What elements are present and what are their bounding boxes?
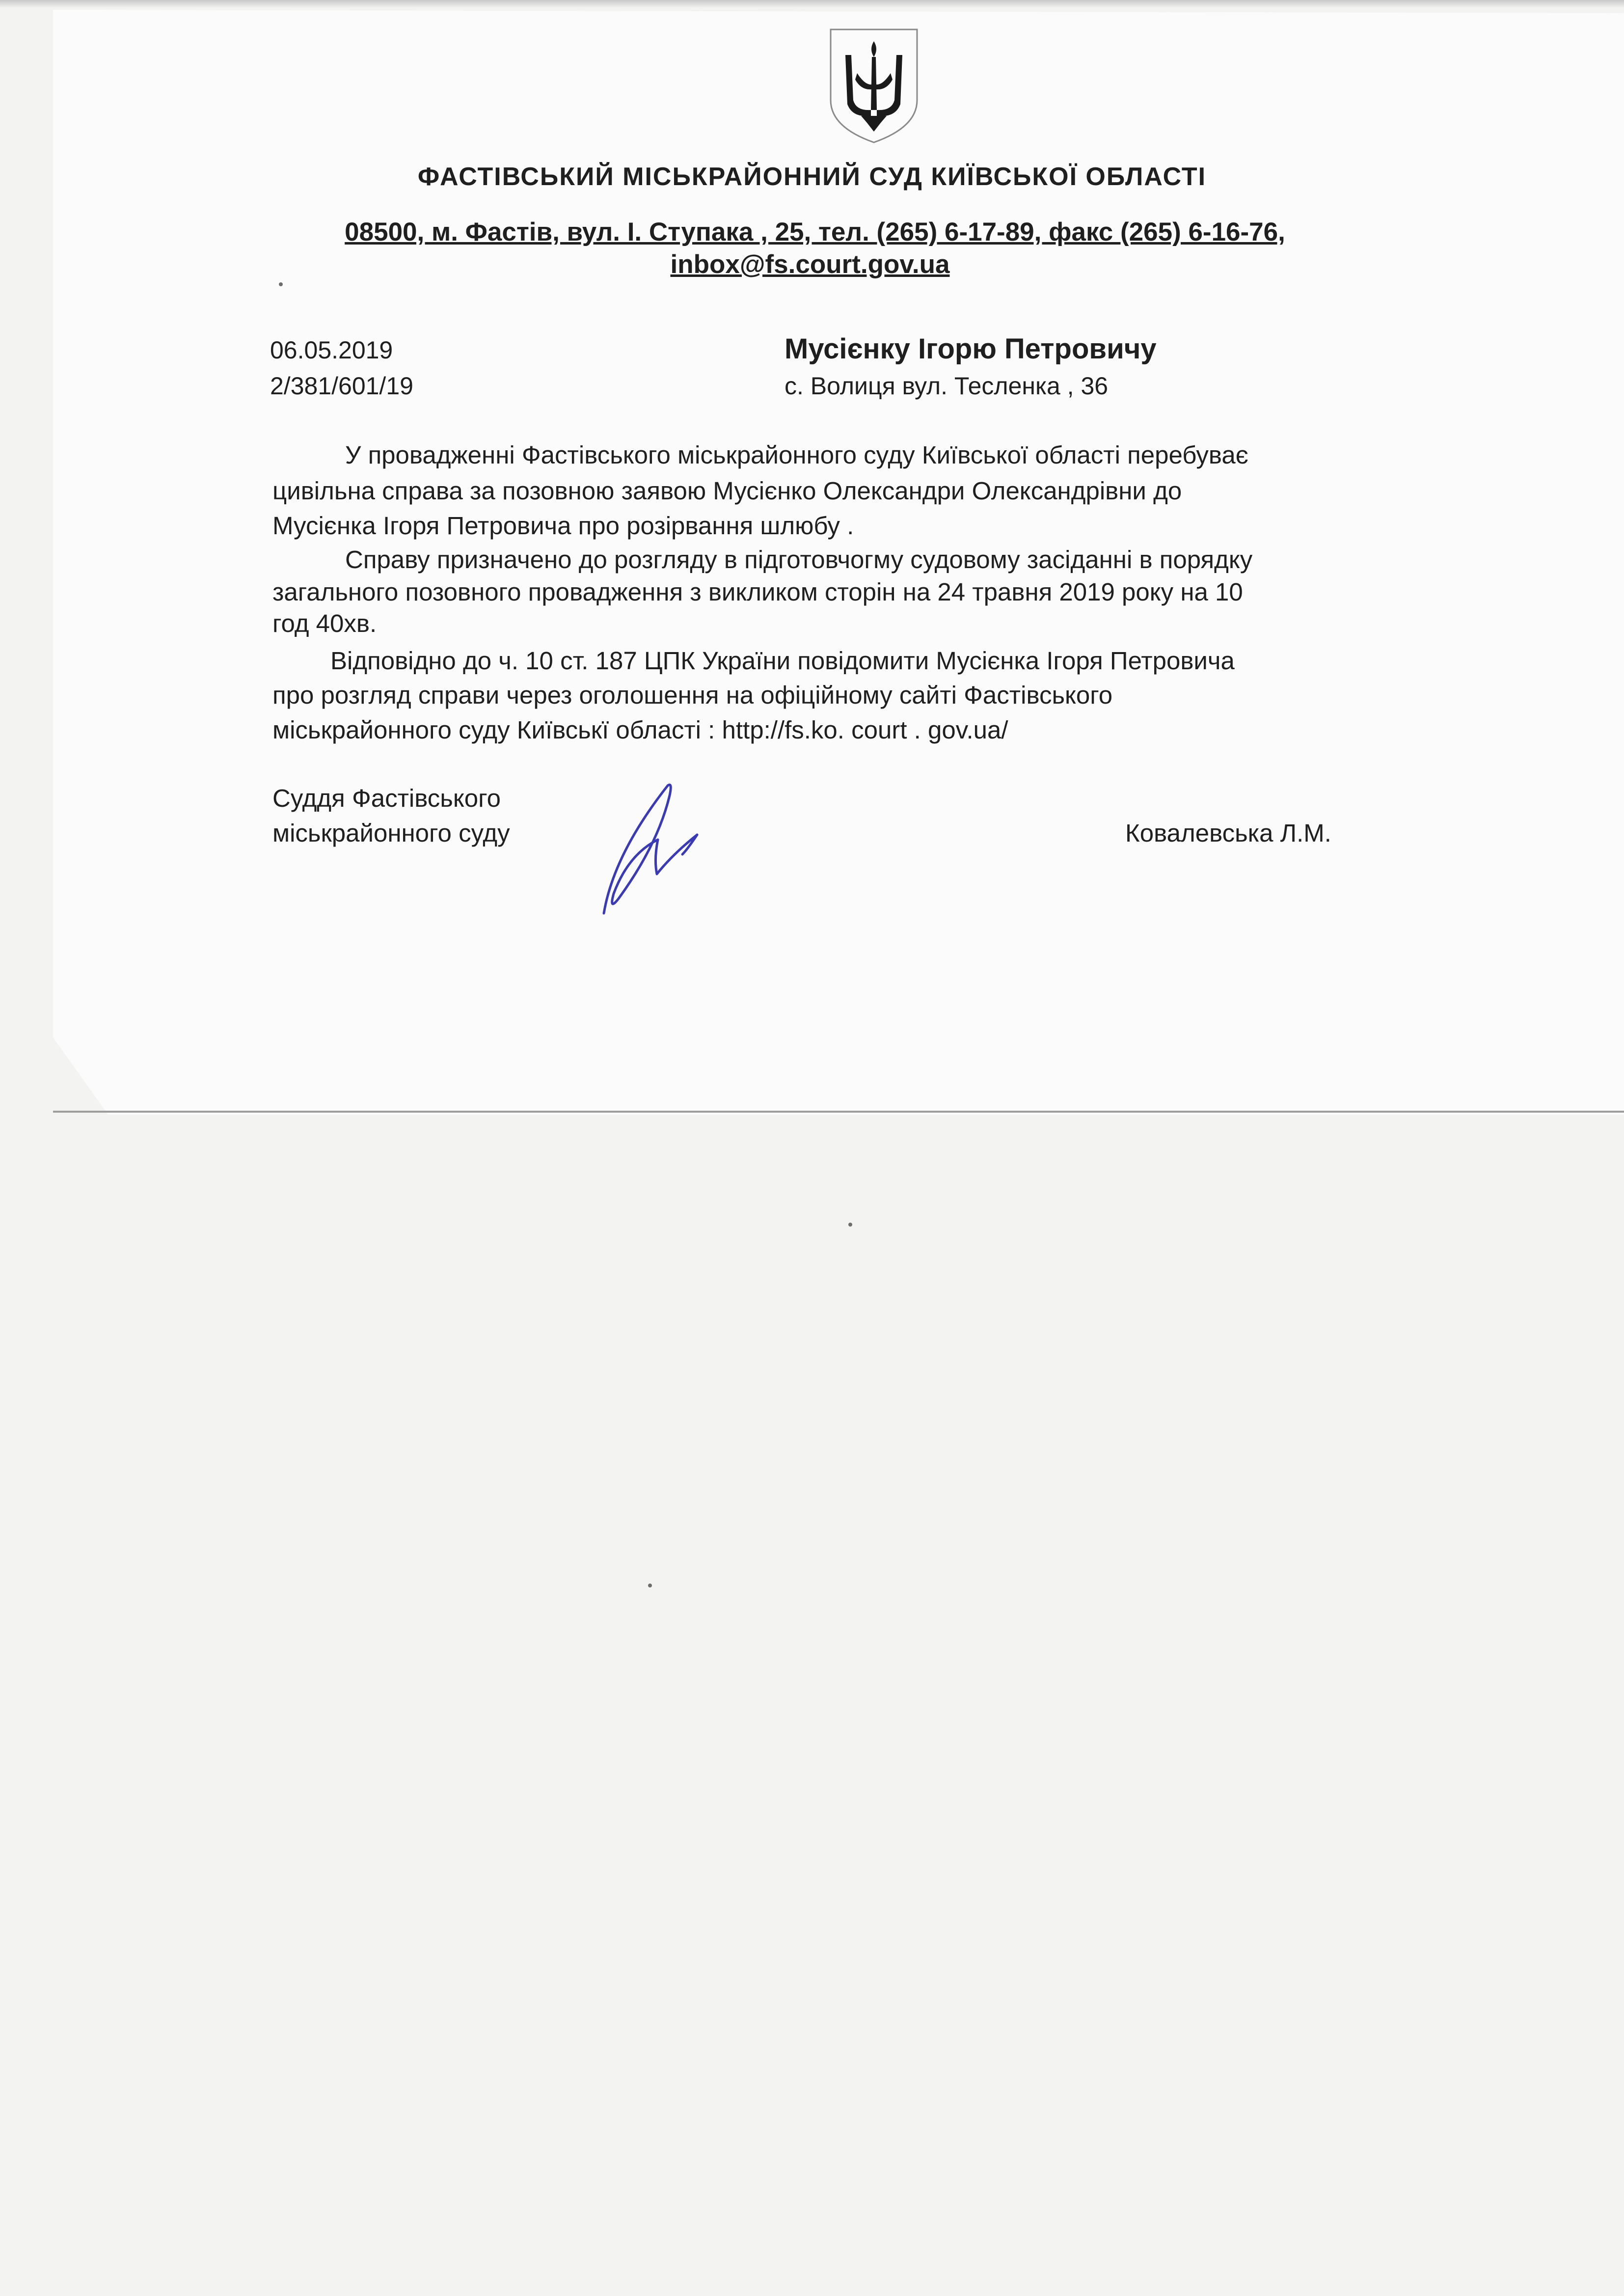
body-line: про розгляд справи через оголошення на офіційному сайті Фастівського bbox=[272, 681, 1113, 709]
scan-speck bbox=[279, 282, 283, 286]
body-line: цивільна справа за позовною заявою Мусієнко Олександри Олександрівни до bbox=[272, 477, 1182, 505]
judge-position-line1: Суддя Фастівського bbox=[272, 784, 501, 812]
court-email[interactable]: inbox@fs.court.gov.ua bbox=[670, 250, 950, 279]
case-number: 2/381/601/19 bbox=[270, 372, 413, 400]
recipient-name: Мусієнку Ігорю Петровичу bbox=[785, 333, 1157, 365]
body-line: загального позовного провадження з викликом сторін на 24 травня 2019 року на 10 bbox=[272, 578, 1243, 606]
body-line: год 40хв. bbox=[272, 609, 377, 637]
top-fold-shadow bbox=[0, 0, 1624, 8]
recipient-address: с. Волиця вул. Тесленка , 36 bbox=[785, 372, 1109, 400]
body-line: Справу призначено до розгляду в підготовчогму судовому засіданні в порядку bbox=[345, 546, 1253, 574]
body-line: Відповідно до ч. 10 ст. 187 ЦПК України повідомити Мусієнка Ігоря Петровича bbox=[330, 647, 1235, 675]
court-name-heading: ФАСТІВСЬКИЙ МІСЬКРАЙОННИЙ СУД КИЇВСЬКОЇ ОБЛАСТІ bbox=[417, 163, 1207, 191]
trident-coat-of-arms-icon bbox=[827, 27, 921, 145]
body-line: У провадженні Фастівського міськрайонного суду Київської області перебуває bbox=[345, 441, 1248, 469]
judge-name: Ковалевська Л.М. bbox=[1125, 819, 1331, 847]
body-line: міськрайонного суду Київськї області : http://fs.ko. court . gov.ua/ bbox=[272, 716, 1008, 744]
scan-speck bbox=[848, 1223, 852, 1227]
sheet-bottom-edge bbox=[53, 1111, 1624, 1113]
scan-speck bbox=[648, 1584, 652, 1587]
handwritten-signature-icon bbox=[599, 781, 727, 918]
judge-position-line2: міськрайонного суду bbox=[272, 819, 510, 847]
letter-date: 06.05.2019 bbox=[270, 336, 393, 364]
court-address: 08500, м. Фастів, вул. І. Ступака , 25, тел. (265) 6-17-89, факс (265) 6-16-76, bbox=[345, 218, 1285, 246]
body-line: Мусієнка Ігоря Петровича про розірвання шлюбу . bbox=[272, 512, 854, 540]
